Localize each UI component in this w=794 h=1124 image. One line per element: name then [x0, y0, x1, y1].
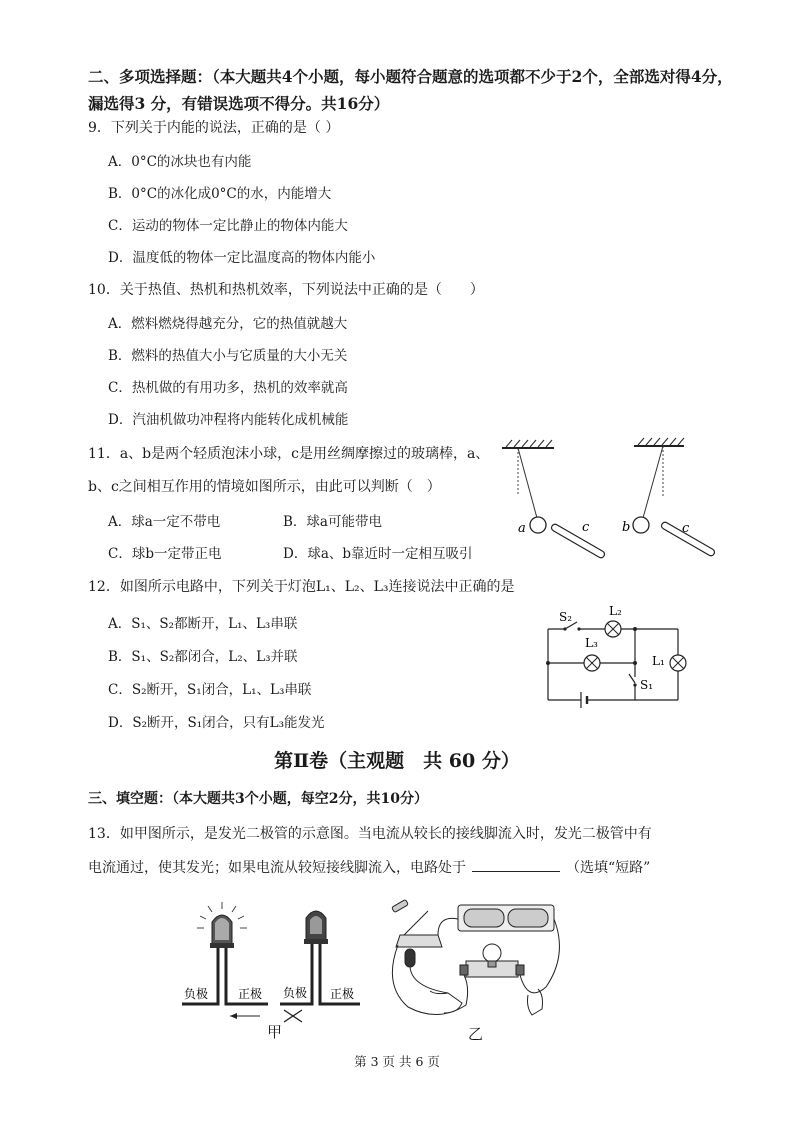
question-13-line2-tail: （选填“短路” [566, 860, 651, 876]
question-11-option-b: B．球a可能带电 [283, 514, 382, 530]
label-negative-1: 负极 [184, 987, 209, 1001]
question-12-option-c: C．S₂断开，S₁闭合，L₁、L₃串联 [108, 682, 312, 698]
section-2-title: 二、多项选择题：（本大题共4个小题，每小题符合题意的选项都不少于2个，全部选对得4分，漏选得3 分，有错误选项不得分。共16分） [88, 67, 733, 113]
section-3-title: 三、填空题：（本大题共3个小题，每空2分，共10分） [88, 791, 428, 807]
question-10-option-c: C．热机做的有用功多，热机的效率就高 [108, 380, 348, 396]
page-footer: 第 3 页 共 6 页 [354, 1054, 440, 1069]
question-11-stem-line2: b、c之间相互作用的情境如图所示，由此可以判断（ ） [88, 479, 441, 495]
label-negative-2: 负极 [283, 986, 308, 1000]
label-s1: S₁ [640, 678, 654, 692]
question-12-circuit-figure [545, 603, 695, 713]
label-ball-a: a [518, 521, 526, 536]
led-circuit-diagram-yi [378, 895, 568, 1030]
part-2-title: 第Ⅱ卷（主观题 共 60 分） [274, 750, 520, 772]
question-13-line1: 13．如甲图所示，是发光二极管的示意图。当电流从较长的接线脚流入时，发光二极管中有 [88, 826, 652, 842]
label-rod-c-right: c [682, 521, 690, 536]
question-9-stem: 9．下列关于内能的说法，正确的是（ ） [88, 120, 340, 136]
question-10-option-b: B．燃料的热值大小与它质量的大小无关 [108, 348, 348, 364]
cross-mark-icon [284, 1010, 302, 1022]
label-s2: S₂ [559, 610, 573, 624]
figure-label-jia: 甲 [267, 1023, 283, 1041]
question-12-option-d: D．S₂断开，S₁闭合，只有L₃能发光 [108, 715, 325, 731]
label-l1: L₁ [652, 654, 665, 668]
question-11-figure [498, 438, 728, 563]
question-9-option-c: C．运动的物体一定比静止的物体内能大 [108, 218, 348, 234]
question-10-stem: 10．关于热值、热机和热机效率，下列说法中正确的是（ ） [88, 282, 484, 298]
question-13-line2-text: 电流通过，使其发光；如果电流从较短接线脚流入，电路处于 [88, 860, 466, 876]
label-l2: L₂ [609, 604, 622, 618]
question-9-option-b: B．0°C的冰化成0°C的水，内能增大 [108, 186, 332, 202]
question-11-option-c: C．球b一定带正电 [108, 546, 222, 562]
question-10-option-d: D．汽油机做功冲程将内能转化成机械能 [108, 412, 349, 428]
answer-blank[interactable] [472, 857, 560, 872]
figure-label-yi: 乙 [468, 1025, 484, 1043]
question-11-stem-line1: 11．a、b是两个轻质泡沫小球，c是用丝绸摩擦过的玻璃棒，a、 [88, 446, 490, 462]
question-13-line2 [88, 857, 650, 877]
pendulum-b-figure [633, 438, 716, 557]
question-11-option-a: A．球a一定不带电 [108, 514, 221, 530]
label-positive-2: 正极 [330, 987, 355, 1001]
question-12-option-a: A．S₁、S₂都断开，L₁、L₃串联 [108, 616, 298, 632]
question-9-option-d: D．温度低的物体一定比温度高的物体内能小 [108, 250, 376, 266]
question-10-option-a: A．燃料燃烧得越充分，它的热值就越大 [108, 316, 348, 332]
label-l3: L₃ [585, 636, 598, 650]
label-positive-1: 正极 [238, 987, 263, 1001]
led-diagram-jia [180, 900, 380, 1030]
question-12-stem: 12．如图所示电路中，下列关于灯泡L₁、L₂、L₃连接说法中正确的是 [88, 579, 515, 595]
label-rod-c-left: c [582, 520, 590, 535]
question-9-option-a: A．0°C的冰块也有内能 [108, 154, 252, 170]
question-11-option-d: D．球a、b靠近时一定相互吸引 [283, 546, 473, 562]
label-ball-b: b [622, 520, 631, 535]
pendulum-a-figure [502, 440, 606, 559]
question-12-option-b: B．S₁、S₂都闭合，L₂、L₃并联 [108, 649, 298, 665]
